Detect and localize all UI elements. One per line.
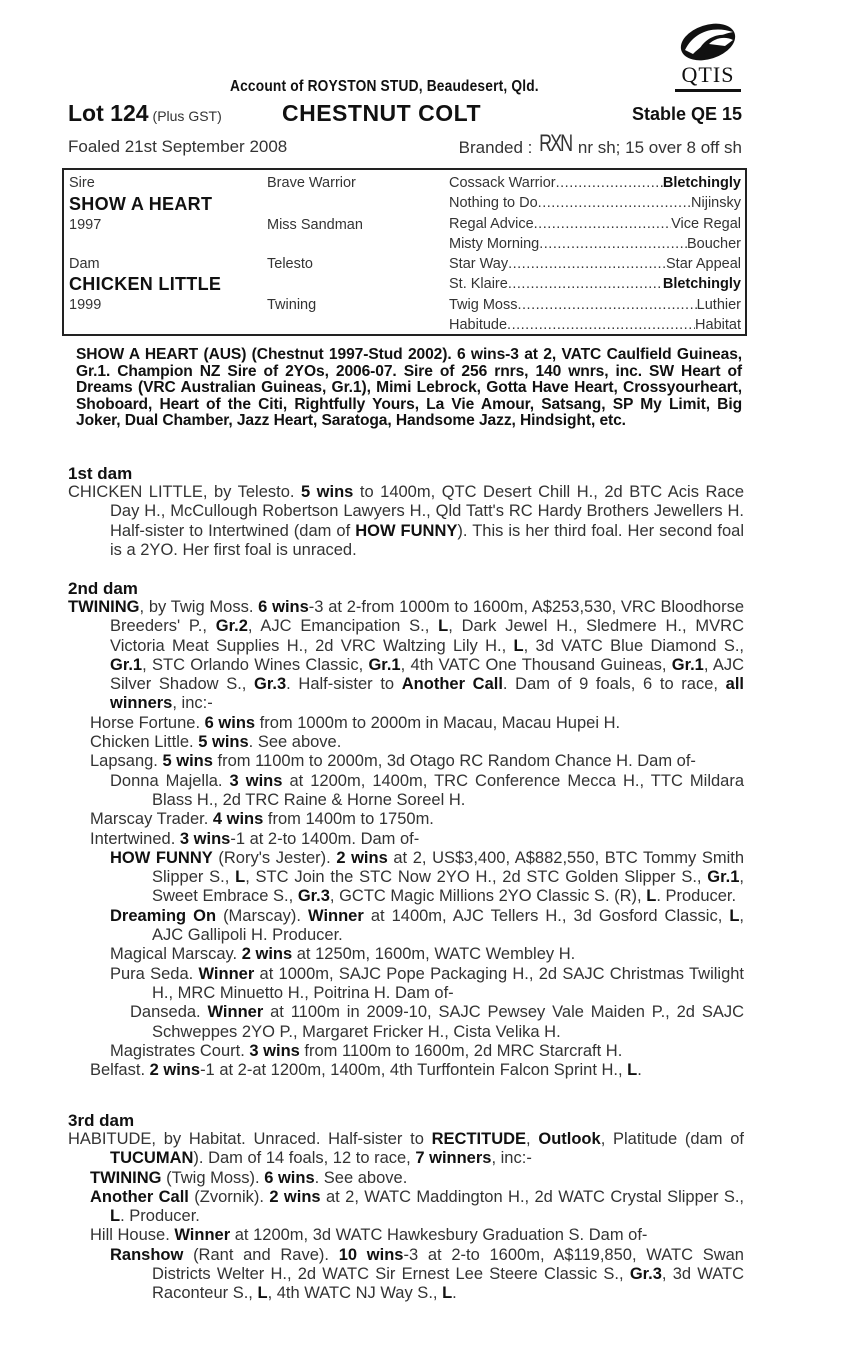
bold-highlight: Gr.1 (707, 868, 740, 887)
bold-highlight: Winner (198, 964, 255, 983)
dam-entry: Marscay Trader. 4 wins from 1400m to 1750m. (90, 810, 434, 829)
dam-entry: Intertwined. 3 wins-1 at 2-to 1400m. Dam of- (90, 829, 420, 848)
gp-name: Nothing to Do (449, 195, 538, 211)
horse-description: CHESTNUT COLT (282, 100, 482, 126)
gp-sire: Nijinsky (691, 195, 741, 211)
grandparent-row (449, 216, 741, 232)
bold-highlight: Winner (174, 1226, 231, 1245)
lot-label: Lot 124 (68, 100, 149, 126)
bold-highlight: 2 wins (269, 1187, 321, 1206)
bold-highlight: TUCUMAN (110, 1149, 194, 1168)
bold-highlight: 3 wins (249, 1041, 300, 1060)
bold-highlight: L (235, 868, 246, 887)
gp-sire: Habitat (695, 317, 741, 333)
dam-entry: Magistrates Court. 3 wins from 1100m to 1600m, 2d MRC Starcraft H. (110, 1041, 623, 1060)
dam-entry: Ranshow (Rant and Rave). 10 wins-3 at 2-to 1600m, A$119,850, WATC Swan Districts Welter H., 2d WATC Sir Ernest Lee Steere Classic S., Gr.3, 3d WATC Raconteur S., L, 4th WATC NJ Way S., L. (110, 1245, 745, 1303)
branded-detail: nr sh; 15 over 8 off sh (577, 138, 742, 157)
grandparent-row (449, 276, 741, 292)
bold-highlight: 10 wins (338, 1245, 404, 1264)
bold-highlight: L (438, 617, 449, 636)
stable-number: Stable QE 15 (631, 104, 742, 124)
bold-highlight: 6 wins (204, 713, 256, 732)
qtis-underline (675, 89, 741, 92)
bold-highlight: Winner (308, 906, 364, 925)
lot-line (68, 100, 742, 128)
bold-highlight: 7 winners (415, 1149, 492, 1168)
branded-label: Branded : (458, 138, 533, 157)
bold-highlight: 4 wins (212, 810, 264, 829)
gp-name: Star Way (449, 256, 509, 272)
grandparent-row (449, 195, 741, 211)
section-heading: 2nd dam (68, 579, 138, 598)
sire-year: 1997 (69, 217, 102, 233)
dam-label: Dam (69, 256, 100, 272)
gp-name: Cossack Warrior (449, 175, 556, 191)
bold-highlight: L (257, 1284, 268, 1303)
qtis-wordmark: QTIS (681, 62, 735, 87)
dam-entry: Danseda. Winner at 1100m in 2009-10, SAJC Pewsey Vale Maiden P., 2d SAJC Schweppes 2YO P., Margaret Fricker H., Cista Velika H. (130, 1003, 744, 1041)
bold-highlight: 5 wins (198, 733, 249, 752)
gp-name: Misty Morning (449, 236, 540, 252)
sire-name: SHOW A HEART (69, 194, 213, 214)
bold-highlight: 6 wins (264, 1168, 315, 1187)
bold-highlight: Gr.3 (297, 887, 330, 906)
bold-highlight: L (729, 906, 740, 925)
sire-sire: Brave Warrior (267, 175, 356, 191)
bold-highlight: HOW FUNNY (355, 521, 458, 540)
gp-sire: Star Appeal (666, 256, 741, 272)
gp-name: Twig Moss (449, 297, 518, 313)
bold-highlight: 2 wins (241, 945, 293, 964)
pedigree-table (62, 168, 747, 336)
gp-name: Regal Advice (449, 216, 534, 232)
bold-highlight: TWINING (90, 1168, 162, 1187)
dam-entry: HOW FUNNY (Rory's Jester). 2 wins at 2, US$3,400, A$882,550, BTC Tommy Smith Slipper S., L, STC Join the STC Now 2YO H., 2d STC Golden Slipper S., Gr.1, Sweet Embrace S., Gr.3, GCTC Magic Millions 2YO Classic S. (R), L. Producer. (110, 848, 744, 906)
lot-number (68, 100, 222, 127)
gp-sire: Luthier (696, 297, 741, 313)
plus-gst: (Plus GST) (152, 108, 222, 124)
bold-highlight: HOW FUNNY (110, 848, 213, 867)
dam-year: 1999 (69, 297, 102, 313)
grandparent-row (449, 236, 741, 252)
leader-dots (538, 195, 691, 211)
bold-highlight: 2 wins (149, 1061, 201, 1080)
dam-entries (68, 1130, 744, 1304)
sire-dam: Miss Sandman (267, 217, 363, 233)
gp-sire: Vice Regal (671, 216, 741, 232)
dam-name: CHICKEN LITTLE (69, 274, 222, 294)
bold-highlight: Ranshow (110, 1245, 184, 1264)
leader-dots (508, 276, 663, 292)
vendor-account: Account of ROYSTON STUD, Beaudesert, Qld. (230, 78, 539, 95)
qtis-logo-icon (675, 20, 741, 64)
bold-highlight: 6 wins (258, 598, 309, 616)
dam-entry: Dreaming On (Marscay). Winner at 1400m, AJC Tellers H., 3d Gosford Classic, L, AJC Gallipoli H. Producer. (110, 906, 744, 945)
dam-dam: Twining (267, 297, 317, 313)
bold-highlight: Gr.2 (215, 617, 248, 636)
brand-mark: RXN (539, 129, 572, 157)
dam-entry: TWINING, by Twig Moss. 6 wins-3 at 2-from 1000m to 1600m, A$253,530, VRC Bloodhorse Breeders' P., Gr.2, AJC Emancipation S., L, Dark Jewel H., Sledmere H., MVRC Victoria Meat Supplies H., 2d VRC Waltzing Lily H., L, 3d VATC Blue Diamond S., Gr.1, STC Orlando Wines Classic, Gr.1, 4th VATC One Thousand Guineas, Gr.1, AJC Silver Shadow S., Gr.3. Half-sister to Another Call. Dam of 9 foals, 6 to race, all winners, inc:- (68, 598, 744, 713)
bold-highlight: L (513, 636, 524, 655)
bold-highlight: L (627, 1061, 638, 1080)
bold-highlight: Dreaming On (110, 906, 217, 925)
bold-highlight: Gr.1 (671, 655, 704, 674)
dam-entry: Magical Marscay. 2 wins at 1250m, 1600m, WATC Wembley H. (110, 945, 576, 964)
branded-info (458, 129, 742, 158)
leader-dots (556, 175, 663, 191)
bold-highlight: Gr.1 (368, 655, 401, 674)
gp-sire: Bletchingly (662, 276, 741, 292)
gp-name: Habitude (449, 317, 508, 333)
bold-highlight: 3 wins (229, 771, 283, 790)
third-dam-section (68, 1111, 744, 1304)
dam-entry: Belfast. 2 wins-1 at 2-at 1200m, 1400m, 4th Turffontein Falcon Sprint H., L. (90, 1061, 642, 1080)
dam-entry: HABITUDE, by Habitat. Unraced. Half-sister to RECTITUDE, Outlook, Platitude (dam of TUCUMAN). Dam of 14 foals, 12 to race, 7 winners, inc:- (68, 1130, 745, 1168)
dam-entry: Pura Seda. Winner at 1000m, SAJC Pope Packaging H., 2d SAJC Christmas Twilight H., MRC Minuetto H., Poitrina H. Dam of- (110, 964, 745, 1002)
qtis-logo (672, 20, 744, 96)
gp-sire: Boucher (686, 236, 741, 252)
bold-highlight: 5 wins (300, 483, 354, 501)
grandparent-row (449, 317, 741, 333)
bold-highlight: Another Call (401, 675, 503, 694)
bold-highlight: RECTITUDE (431, 1130, 527, 1148)
grandparent-row (449, 256, 741, 272)
bold-highlight: Another Call (90, 1187, 189, 1206)
bold-highlight: Outlook (538, 1130, 601, 1148)
dam-entry: Chicken Little. 5 wins. See above. (90, 733, 342, 752)
bold-highlight: L (442, 1284, 453, 1303)
bold-highlight: 5 wins (162, 752, 213, 771)
dam-entry: Horse Fortune. 6 wins from 1000m to 2000m in Macau, Macau Hupei H. (90, 713, 621, 732)
sire-label: Sire (69, 175, 95, 191)
dam-entry: Another Call (Zvornik). 2 wins at 2, WATC Maddington H., 2d WATC Crystal Slipper S., L. Producer. (90, 1187, 745, 1226)
section-heading: 3rd dam (68, 1111, 135, 1130)
leader-dots (508, 256, 666, 272)
bold-highlight: all winners (110, 675, 744, 713)
dam-entry: TWINING (Twig Moss). 6 wins. See above. (90, 1168, 408, 1187)
section-heading: 1st dam (68, 464, 133, 483)
bold-highlight: L (646, 887, 657, 906)
grandparent-row (449, 297, 741, 313)
bold-highlight: Winner (207, 1003, 264, 1022)
grandparent-row (449, 175, 741, 191)
leader-dots (518, 297, 697, 313)
second-dam-section (68, 579, 744, 1080)
foaled-date: Foaled 21st September 2008 (68, 137, 288, 156)
bold-highlight: Gr.3 (254, 675, 287, 694)
bold-highlight: 3 wins (179, 829, 231, 848)
dam-entries (68, 598, 744, 1080)
gp-sire: Bletchingly (662, 175, 741, 191)
sire-summary: SHOW A HEART (AUS) (Chestnut 1997-Stud 2002). 6 wins-3 at 2, VATC Caulfield Guineas, Gr.1. Champion NZ Sire of 2YOs, 2006-07. Sire of 256 rnrs, 140 wnrs, inc. SW Heart of Dreams (VRC Australian Guineas, Gr.1), Mimi Lebrock, Gotta Have Heart, Crossyourheart, Shoboard, Heart of the Citi, Rightfully Yours, La Vie Amour, Satsang, SP My Limit, Big Joker, Dual Chamber, Jazz Heart, Saratoga, Handsome Jazz, Hindsight, etc. (76, 346, 742, 429)
dam-entry: Hill House. Winner at 1200m, 3d WATC Hawkesbury Graduation S. Dam of- (90, 1226, 648, 1245)
bold-highlight: L (110, 1207, 121, 1226)
bold-highlight: 2 wins (336, 848, 388, 867)
bold-highlight: Gr.3 (629, 1265, 662, 1284)
leader-dots (534, 216, 672, 232)
dam-entry: Donna Majella. 3 wins at 1200m, 1400m, TRC Conference Mecca H., TTC Mildara Blass H., 2d TRC Raine & Horne Soreel H. (110, 771, 745, 809)
dam-entry: CHICKEN LITTLE, by Telesto. 5 wins to 1400m, QTC Desert Chill H., 2d BTC Acis Race Day H., McCullough Robertson Lawyers H., Qld Tatt's RC Hardy Brothers Jewellers H. Half-sister to Intertwined (dam of HOW FUNNY). This is her third foal. Her second foal is a 2YO. Her first foal is unraced. (68, 483, 745, 559)
dam-sire: Telesto (267, 256, 313, 272)
bold-highlight: TWINING (68, 598, 140, 616)
first-dam-section (68, 464, 744, 560)
gp-name: St. Klaire (449, 276, 508, 292)
leader-dots (507, 317, 695, 333)
bold-highlight: Gr.1 (110, 655, 143, 674)
leader-dots (539, 236, 687, 252)
dam-entry: Lapsang. 5 wins from 1100m to 2000m, 3d Otago RC Random Chance H. Dam of- (90, 752, 696, 771)
